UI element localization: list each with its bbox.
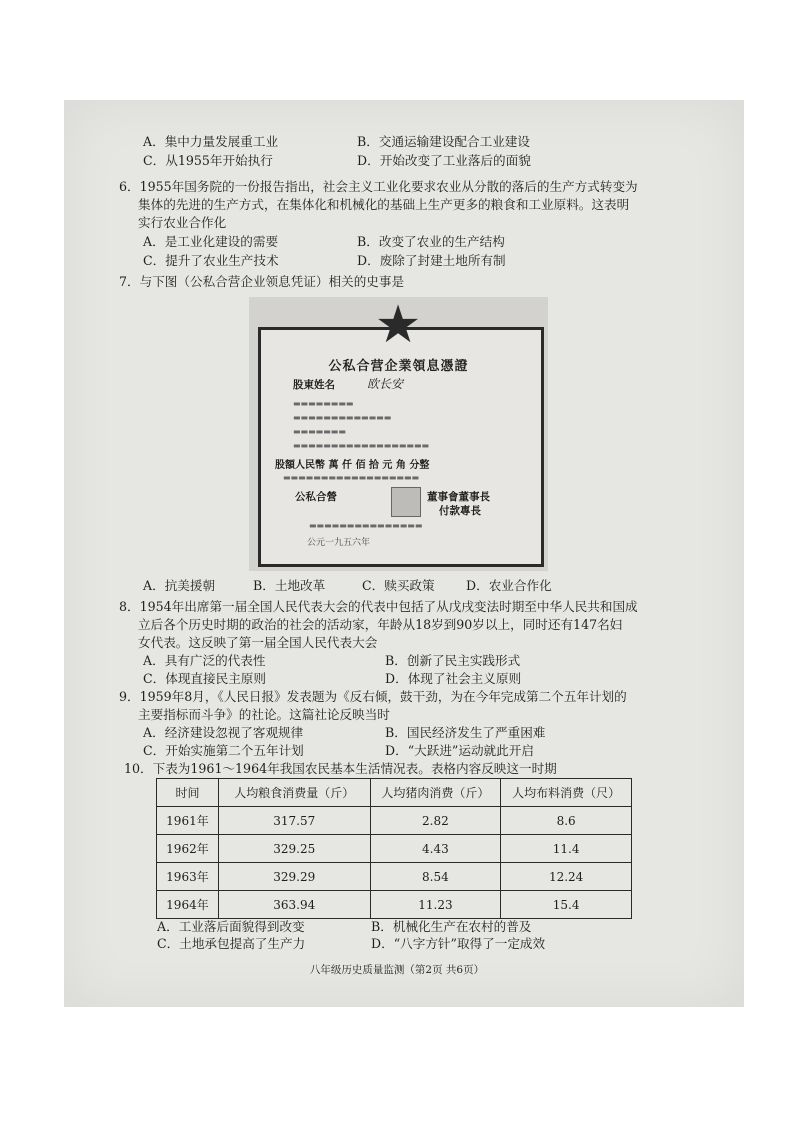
table-header-row (157, 779, 632, 807)
page-footer: 八年级历史质量监测（第2页 共6页） (309, 964, 485, 976)
table-cell: 12.24 (501, 863, 632, 891)
consumption-table (156, 778, 632, 919)
q5-option-b[interactable]: B．交通运输建设配合工业建设 (357, 134, 530, 149)
certificate-company: 公私合營 (295, 491, 337, 503)
q5-option-d[interactable]: D．开始改变了工业落后的面貌 (357, 153, 531, 168)
q10-stem: 10．下表为1961～1964年我国农民基本生活情况表。表格内容反映这一时期 (124, 761, 557, 776)
table-cell: 4.43 (370, 835, 501, 863)
table-cell: 1961年 (157, 807, 219, 835)
certificate-faint-text: ▬▬▬▬▬▬▬▬ (293, 399, 354, 408)
table-header-cell: 人均布料消费（尺） (501, 779, 632, 807)
q8-option-a[interactable]: A．具有广泛的代表性 (143, 653, 266, 668)
q6-stem-line-1: 6．1955年国务院的一份报告指出，社会主义工业化要求农业从分散的落后的生产方式转变为 (119, 179, 638, 194)
q8-stem-line-3: 女代表。这反映了第一届全国人民代表大会 (138, 635, 378, 650)
certificate-faint-text: ▬▬▬▬▬▬▬▬▬▬▬▬▬▬▬▬▬▬ (283, 473, 420, 482)
table-row (157, 835, 632, 863)
q8-option-d[interactable]: D．体现了社会主义原则 (385, 671, 522, 686)
certificate-cashier: 付款專長 (439, 505, 481, 517)
certificate-faint-text: ▬▬▬▬▬▬▬ (293, 427, 346, 436)
q10-option-a[interactable]: A．工业落后面貌得到改变 (157, 919, 305, 934)
table-row (157, 863, 632, 891)
table-cell: 363.94 (218, 891, 370, 919)
q8-stem-line-2: 立后各个历史时期的政治的社会的活动家，年龄从18岁到90岁以上，同时还有147名妇 (138, 617, 623, 632)
q7-option-d[interactable]: D．农业合作化 (466, 578, 552, 593)
q6-stem-line-3: 实行农业合作化 (138, 215, 227, 230)
table-cell: 317.57 (218, 807, 370, 835)
certificate-faint-text: ▬▬▬▬▬▬▬▬▬▬▬▬▬▬▬▬▬▬ (293, 441, 430, 450)
table-header-cell: 人均粮食消费量（斤） (218, 779, 370, 807)
table-cell: 11.23 (370, 891, 501, 919)
table-cell: 329.29 (218, 863, 370, 891)
table-header-cell: 时间 (157, 779, 219, 807)
table-cell: 2.82 (370, 807, 501, 835)
seal-stamp (391, 487, 421, 517)
q6-option-b[interactable]: B．改变了农业的生产结构 (357, 234, 505, 249)
certificate-amount: 股額人民幣 萬 仟 佰 拾 元 角 分整 (275, 460, 430, 471)
table-row (157, 891, 632, 919)
q9-option-b[interactable]: B．国民经济发生了严重困难 (385, 725, 546, 740)
q5-option-a[interactable]: A．集中力量发展重工业 (143, 134, 279, 149)
table-cell: 8.54 (370, 863, 501, 891)
q8-stem-line-1: 8．1954年出席第一届全国人民代表大会的代表中包括了从戊戌变法时期至中华人民共和国成 (119, 599, 638, 614)
q5-option-c[interactable]: C．从1955年开始执行 (143, 153, 273, 168)
certificate-chairman: 董事會董事長 (427, 491, 490, 503)
table-cell: 11.4 (501, 835, 632, 863)
q6-option-d[interactable]: D．废除了封建土地所有制 (357, 253, 506, 268)
q9-option-a[interactable]: A．经济建设忽视了客观规律 (143, 725, 304, 740)
q10-option-c[interactable]: C．土地承包提高了生产力 (157, 936, 306, 951)
table-cell: 329.25 (218, 835, 370, 863)
q7-option-c[interactable]: C．赎买政策 (362, 578, 435, 593)
q7-option-b[interactable]: B．土地改革 (253, 578, 326, 593)
q10-option-d[interactable]: D．“八字方针”取得了一定成效 (371, 936, 546, 951)
q9-stem-line-2: 主要指标而斗争》的社论。这篇社论反映当时 (138, 707, 390, 722)
table-cell: 15.4 (501, 891, 632, 919)
table-cell: 1962年 (157, 835, 219, 863)
q10-option-b[interactable]: B．机械化生产在农村的普及 (371, 919, 532, 934)
q9-stem-line-1: 9．1959年8月，《人民日报》发表题为《反右倾，鼓干劲，为在今年完成第二个五年计划的 (119, 689, 627, 704)
q7-option-a[interactable]: A．抗美援朝 (143, 578, 216, 593)
certificate-faint-text: ▬▬▬▬▬▬▬▬▬▬▬▬▬▬▬ (309, 521, 423, 530)
certificate-holder-name: 欧长安 (367, 377, 404, 391)
table-cell: 1964年 (157, 891, 219, 919)
q8-option-c[interactable]: C．体现直接民主原则 (143, 671, 266, 686)
q8-option-b[interactable]: B．创新了民主实践形式 (385, 653, 521, 668)
star-icon: ★ (374, 295, 422, 355)
certificate-holder-label: 股東姓名 (293, 379, 335, 391)
table-row (157, 807, 632, 835)
table-header-cell: 人均猪肉消费（斤） (370, 779, 501, 807)
certificate-title: 公私合营企業領息憑證 (328, 359, 469, 374)
certificate-photo (249, 297, 548, 571)
certificate-date: 公元一九五六年 (307, 538, 371, 548)
q7-stem: 7．与下图（公私合营企业领息凭证）相关的史事是 (119, 274, 405, 289)
certificate-faint-text: ▬▬▬▬▬▬▬▬▬▬▬▬▬ (293, 413, 392, 422)
q9-option-c[interactable]: C．开始实施第二个五年计划 (143, 743, 304, 758)
q6-option-c[interactable]: C．提升了农业生产技术 (143, 253, 279, 268)
q6-option-a[interactable]: A．是工业化建设的需要 (143, 234, 279, 249)
q9-option-d[interactable]: D．“大跃进”运动就此开启 (385, 743, 534, 758)
q6-stem-line-2: 集体的先进的生产方式，在集体化和机械化的基础上生产更多的粮食和工业原料。这表明 (138, 197, 630, 212)
table-cell: 8.6 (501, 807, 632, 835)
table-cell: 1963年 (157, 863, 219, 891)
